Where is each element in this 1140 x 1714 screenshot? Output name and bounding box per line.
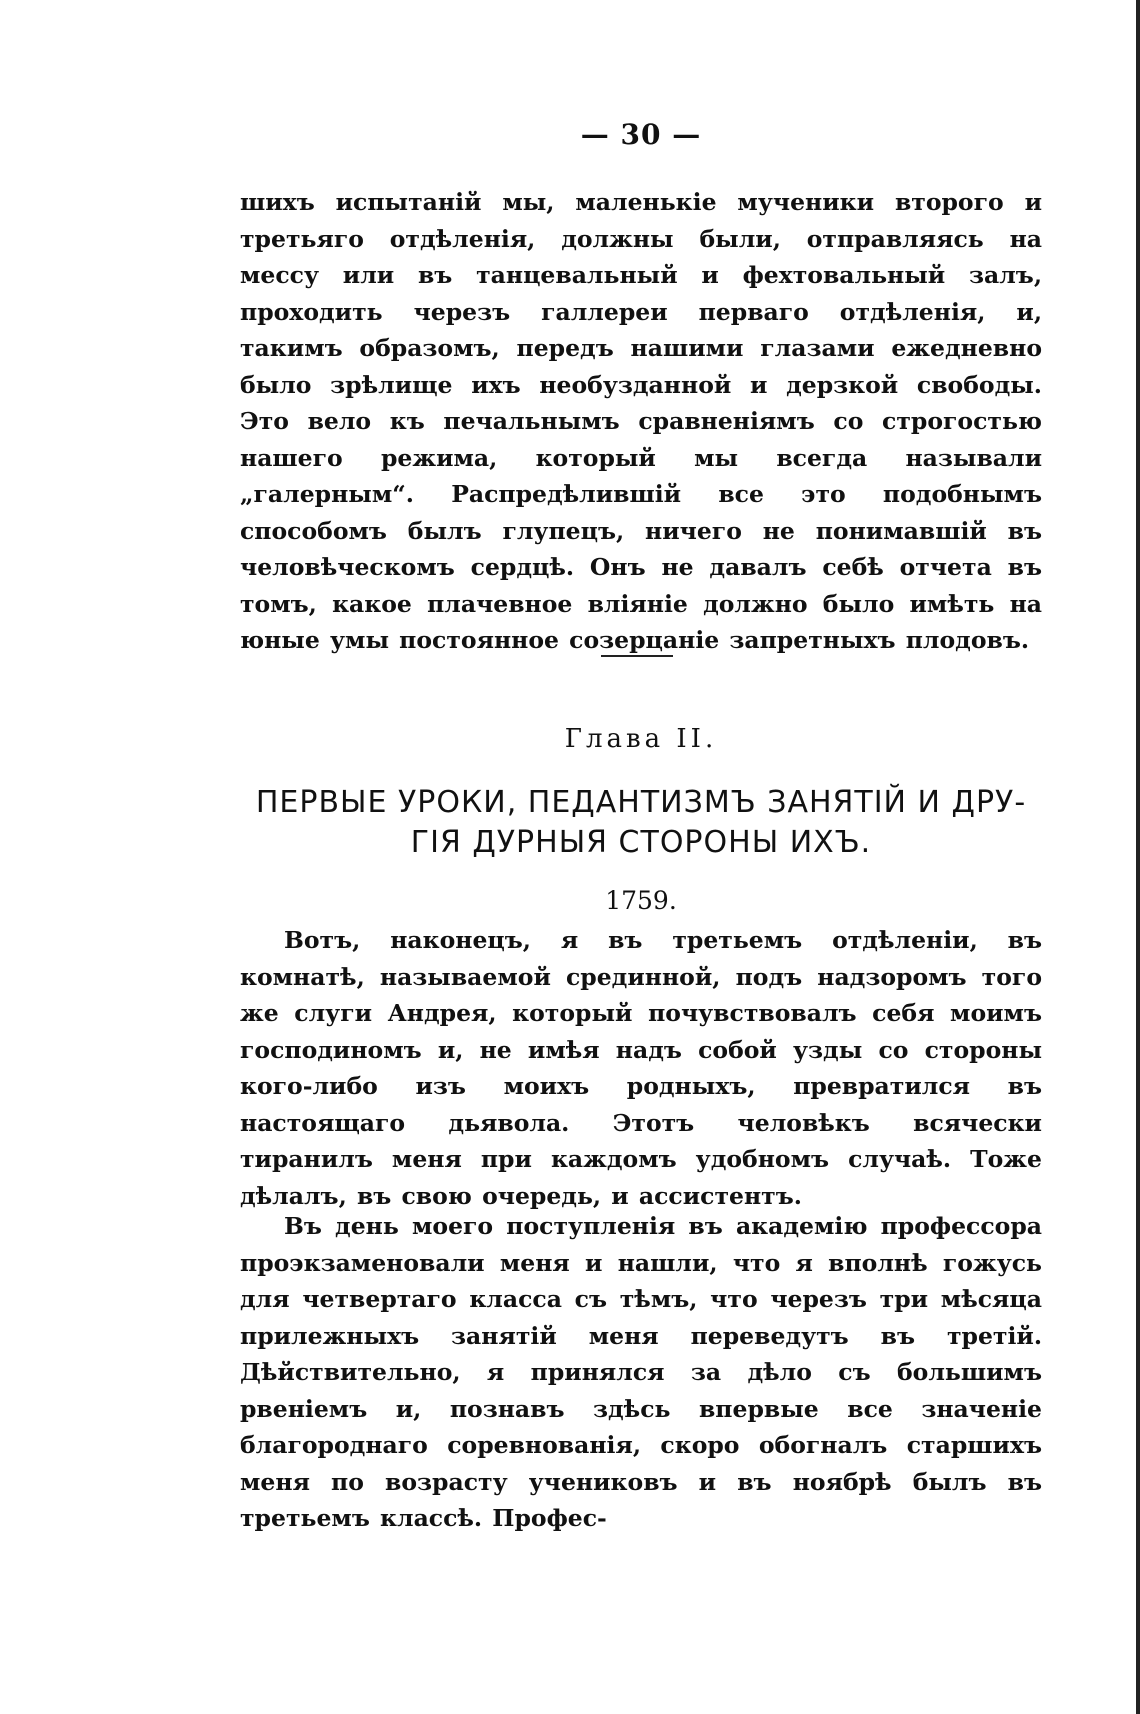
chapter-heading-line-2: ГІЯ ДУРНЫЯ СТОРОНЫ ИХЪ. xyxy=(410,825,872,860)
page-number: — 30 — xyxy=(580,118,702,151)
section-divider xyxy=(601,655,673,657)
chapter-title: Глава II. xyxy=(564,724,718,754)
paragraph-continuation: шихъ испытаній мы, маленькіе мученики второго и третьяго отдѣленія, должны были, отправляясь на мессу или въ танцевальный и фехтовальный залъ, проходить черезъ галлереи перваго отдѣленія, и, такимъ образомъ, передъ нашими глазами ежедневно было зрѣлище ихъ необузданной и дерзкой свободы. Это вело къ печальнымъ сравненіямъ со строгостью нашего режима, который мы всегда называли „галерным“. Распредѣлившій все это подобнымъ способомъ былъ глупецъ, ничего не понимавшій въ человѣческомъ сердцѣ. Онъ не давалъ себѣ отчета въ томъ, какое плачевное вліяніе должно было имѣть на юные умы постоянное созерцаніе запретныхъ плодовъ. xyxy=(240,188,1042,654)
page-edge xyxy=(1136,0,1140,1714)
chapter-heading-line-1: ПЕРВЫЕ УРОКИ, ПЕДАНТИЗМЪ ЗАНЯТІЙ И ДРУ- xyxy=(255,785,1027,820)
chapter-year: 1759. xyxy=(605,886,677,915)
paragraph: Вотъ, наконецъ, я въ третьемъ отдѣленіи, въ комнатѣ, называемой срединной, подъ надзоромъ того же слуги Андрея, который почувствовалъ себя моимъ господиномъ и, не имѣя надъ собой узды со стороны кого-либо изъ моихъ родныхъ, превратился въ настоящаго дьявола. Этотъ человѣкъ всячески тиранилъ меня при каждомъ удобномъ случаѣ. Тоже дѣлалъ, въ свою очередь, и ассистентъ. xyxy=(240,926,1042,1210)
chapter-heading xyxy=(232,783,1050,863)
paragraph: Въ день моего поступленія въ академію профессора проэкзаменовали меня и нашли, что я вполнѣ гожусь для четвертаго класса съ тѣмъ, что черезъ три мѣсяца прилежныхъ занятій меня переведутъ въ третій. Дѣйствительно, я принялся за дѣло съ большимъ рвеніемъ и, познавъ здѣсь впервые все значеніе благороднаго соревнованія, скоро обогналъ старшихъ меня по возрасту учениковъ и въ ноябрѣ былъ въ третьемъ классѣ. Профес- xyxy=(240,1212,1042,1532)
